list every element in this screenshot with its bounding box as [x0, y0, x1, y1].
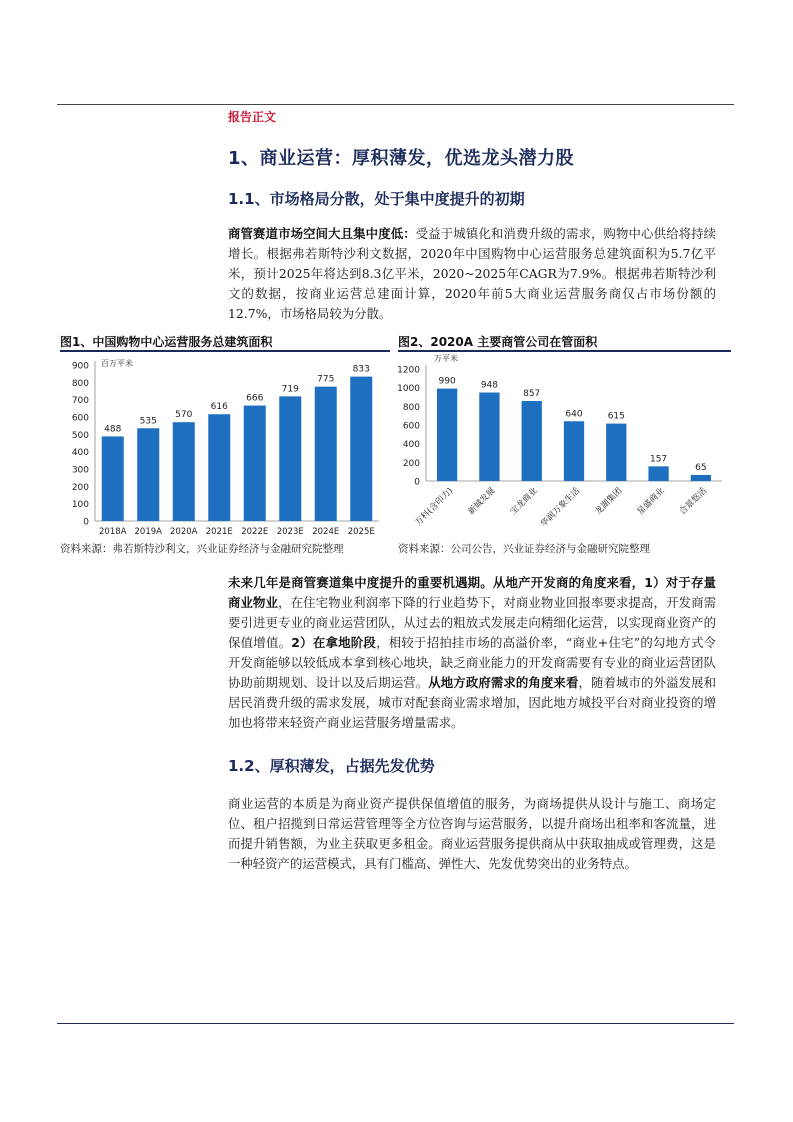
figure-2-chart: [396, 353, 734, 539]
bar: [137, 428, 159, 521]
y-tick-label: 400: [402, 440, 420, 451]
bar: [173, 422, 195, 521]
report-tag: 报告正文: [228, 110, 277, 124]
figure-1-title: 图1、中国购物中心运营服务总建筑面积: [60, 335, 273, 349]
category-label: 万科(含印力): [413, 486, 456, 528]
bar: [350, 377, 372, 521]
category-label: 合景悠活: [677, 486, 709, 518]
y-tick-label: 200: [402, 458, 420, 469]
data-label: 535: [139, 416, 157, 427]
bar: [279, 396, 301, 521]
bar: [437, 389, 457, 481]
opportunity-text-2: ，相较于招拍挂市场的高溢价率，“商业+住宅”的勾地方式令开发商能够以较低成本拿到核心地块，缺乏商业能力的开发商需要有专业的商业运营团队协助前期规划、设计以及后期运营。: [228, 635, 717, 690]
y-tick-label: 0: [83, 517, 89, 528]
y-tick-label: 300: [71, 465, 89, 476]
bar: [479, 393, 499, 481]
y-tick-label: 400: [71, 448, 89, 459]
category-label: 新城发展: [466, 486, 498, 518]
section-1-1-paragraph: [228, 224, 716, 324]
figure-2-title-rule: [398, 350, 731, 352]
section-1-title: 1、商业运营：厚积薄发，优选龙头潜力股: [228, 148, 575, 169]
bar: [564, 421, 584, 481]
y-tick-label: 0: [414, 477, 420, 488]
section-1-2-title: 1.2、厚积薄发，占据先发优势: [228, 757, 435, 775]
figure-1-source: 资料来源：弗若斯特沙利文，兴业证券经济与金融研究院整理: [60, 543, 344, 555]
y-tick-label: 700: [71, 396, 89, 407]
y-tick-label: 800: [71, 378, 89, 389]
y-tick-label: 600: [402, 421, 420, 432]
data-label: 616: [210, 402, 228, 413]
data-label: 833: [352, 364, 370, 375]
y-tick-label: 900: [71, 361, 89, 372]
category-label: 华润万象生活: [538, 486, 583, 530]
data-label: 948: [480, 380, 499, 391]
figure-1-title-rule: [60, 350, 390, 352]
data-label: 666: [246, 393, 264, 404]
unit-label: 万平米: [434, 354, 458, 363]
opportunity-lead-2: 2）在拿地阶段: [291, 635, 377, 650]
y-tick-label: 1000: [397, 384, 420, 395]
category-label: 2023E: [276, 527, 304, 537]
opportunity-paragraph: [228, 573, 716, 733]
category-label: 2022E: [241, 527, 269, 537]
data-label: 775: [317, 374, 335, 385]
data-label: 640: [565, 409, 583, 420]
paragraph-body: 受益于城镇化和消费升级的需求，购物中心供给将持续增长。根据弗若斯特沙利文数据，2020年中国购物中心运营服务总建筑面积为5.7亿平米，预计2025年将达到8.3亿平米，2020~2025年CAGR为7.9%。根据弗若斯特沙利文的数据，按商业运营总建面计算，2020年前5大商业运营服务商仅占市场份额的12.7%，市场格局较为分散。: [228, 226, 717, 321]
y-tick-label: 500: [71, 430, 89, 441]
opportunity-lead-1: 未来几年是商管赛道集中度提升的重要机遇期。从地产开发商的角度来看，1）对于存量商业物业: [228, 575, 716, 610]
y-tick-label: 600: [71, 413, 89, 424]
bar: [244, 406, 266, 521]
category-label: 宝龙商业: [508, 486, 540, 518]
figure-1-chart: [57, 353, 390, 539]
bar: [315, 387, 337, 521]
y-tick-label: 100: [71, 500, 89, 511]
section-1-2-paragraph: 商业运营的本质是为商业资产提供保值增值的服务，为商场提供从设计与施工、商场定位、租户招揽到日常运营管理等全方位咨询与运营服务，以提升商场出租率和客流量，进而提升销售额，为业主获取更多租金。商业运营服务提供商从中获取抽成或管理费，这是一种轻资产的运营模式，具有门槛高、弹性大、先发优势突出的业务特点。: [228, 796, 716, 871]
opportunity-text-1: ，在住宅物业利润率下降的行业趋势下，对商业物业回报率要求提高，开发商需要引进更专业的商业运营团队，从过去的粗放式发展走向精细化运营，以实现商业资产的保值增值。: [228, 595, 717, 650]
y-tick-label: 800: [402, 402, 420, 413]
bar: [102, 436, 124, 521]
opportunity-text-3: ，随着城市的外溢发展和居民消费升级的需求发展，城市对配套商业需求增加，因此地方城投平台对商业投资的增加也将带来轻资产商业运营服务增量需求。: [228, 675, 717, 730]
bar: [606, 424, 626, 481]
bar: [522, 401, 542, 481]
data-label: 488: [104, 424, 122, 435]
category-label: 星盛商业: [635, 486, 667, 518]
category-label: 2018A: [99, 527, 127, 537]
data-label: 990: [438, 376, 456, 387]
category-label: 2025E: [347, 527, 375, 537]
section-1-1-title: 1.1、市场格局分散，处于集中度提升的初期: [228, 190, 525, 208]
paragraph-lead: 商管赛道市场空间大且集中度低：: [228, 226, 416, 241]
header-rule: [57, 104, 734, 105]
data-label: 719: [281, 384, 299, 395]
y-tick-label: 1200: [397, 365, 420, 376]
category-label: 2021E: [205, 527, 233, 537]
category-label: 2024E: [312, 527, 340, 537]
data-label: 157: [649, 454, 668, 465]
category-label: 龙湖集团: [593, 486, 625, 518]
category-label: 2019A: [134, 527, 162, 537]
footer-rule: [57, 1023, 734, 1024]
bar: [208, 414, 230, 521]
figure-2-source: 资料来源：公司公告，兴业证券经济与金融研究院整理: [398, 543, 650, 555]
data-label: 615: [607, 411, 625, 422]
data-label: 65: [695, 462, 707, 473]
bar: [691, 475, 711, 481]
data-label: 570: [175, 410, 193, 421]
opportunity-lead-3: 从地方政府需求的角度来看: [428, 675, 579, 690]
data-label: 857: [523, 389, 541, 400]
bar: [648, 466, 668, 481]
unit-label: 百万平米: [101, 359, 133, 368]
category-label: 2020A: [170, 527, 198, 537]
figure-2-title: 图2、2020A 主要商管公司在管面积: [398, 335, 598, 349]
y-tick-label: 200: [71, 482, 89, 493]
